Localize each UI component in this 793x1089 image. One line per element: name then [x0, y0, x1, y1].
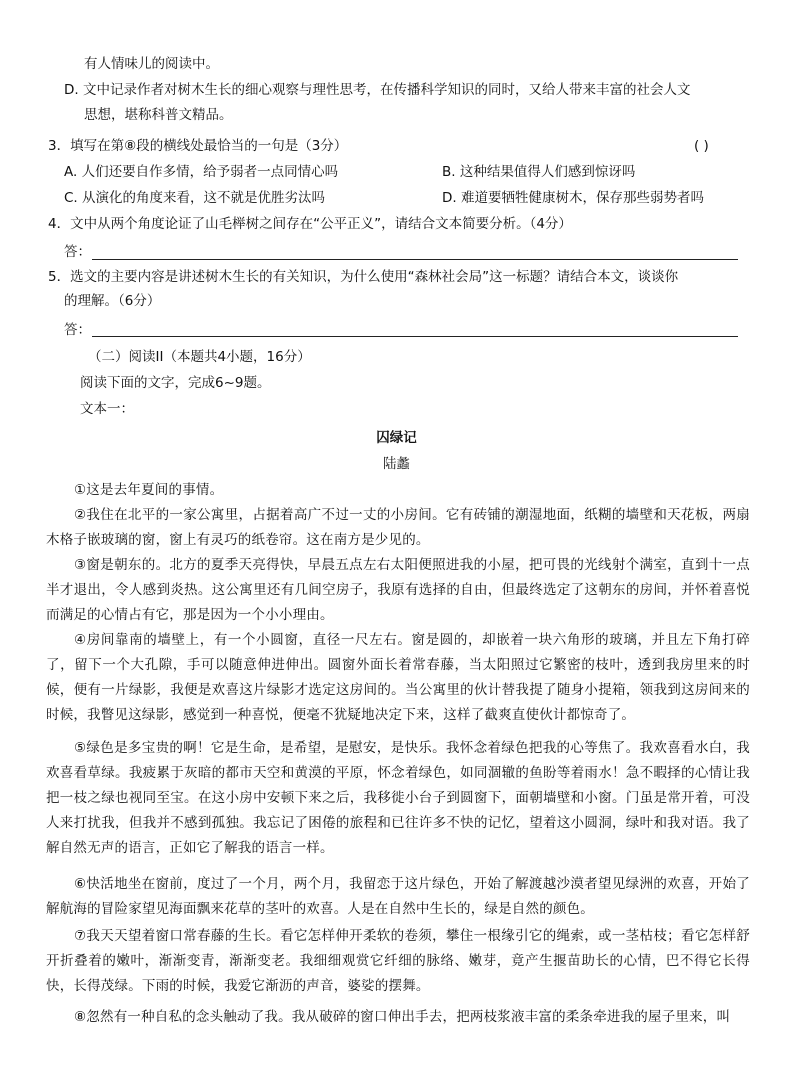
article-author: 陆蠡 [383, 456, 410, 472]
q5-answer-line[interactable] [92, 336, 738, 337]
q2-option-d: D. 文中记录作者对树木生长的细心观察与理性思考，在传播科学知识的同时，又给人带来丰富的社会人文 [64, 82, 691, 98]
section-heading: （二）阅读II（本题共4小题，16分） [88, 349, 311, 365]
paragraph-2 [46, 503, 750, 553]
q5-stem-cont: 的理解。（6分） [64, 293, 161, 309]
paragraph-8 [46, 1005, 750, 1029]
q3-option-a: A. 人们还要自作多情，给予弱者一点同情心吗 [64, 164, 339, 180]
paragraph-7 [46, 924, 750, 999]
section-instruction: 阅读下面的文字，完成6~9题。 [80, 375, 271, 391]
text-label: 文本一： [80, 401, 134, 417]
paragraph-5 [46, 736, 750, 861]
q2-option-d-cont: 思想，堪称科普文精品。 [84, 107, 233, 123]
paragraph-6 [46, 872, 750, 922]
paragraph-3 [46, 553, 750, 628]
q3-option-d: D. 难道要牺牲健康树木，保存那些弱势者吗 [442, 190, 704, 206]
q4-stem: 4．文中从两个角度论证了山毛榉树之间存在“公平正义”，请结合文本简要分析。（4分） [48, 216, 572, 232]
q5-answer-label: 答： [64, 322, 91, 338]
paragraph-1 [46, 478, 750, 503]
q4-answer-label: 答： [64, 244, 91, 260]
q4-answer-line[interactable] [92, 259, 738, 260]
q5-stem: 5．选文的主要内容是讲述树木生长的有关知识，为什么使用“森林社会局”这一标题？请结合本文，谈谈你 [48, 269, 679, 285]
q3-option-b: B. 这种结果值得人们感到惊讶吗 [442, 164, 636, 180]
paragraph-5-text: ⑤绿色是多宝贵的啊！它是生命，是希望，是慰安，是快乐。我怀念着绿色把我的心等焦了。我欢喜看水白，我欢喜看草绿。我疲累于灰暗的都市天空和黄漠的平原，怀念着绿色，如同涸辙的鱼盼等着雨水！急不暇择的心情让我把一枝之绿也视同至宝。在这小房中安顿下来之后，我移徙小台子到圆窗下，面朝墙壁和小窗。门虽是常开着，可没人来打扰我，但我并不感到孤独。我忘记了困倦的旅程和已往许多不快的记忆，望着这小圆洞，绿叶和我对语。我了解自然无声的语言，正如它了解我的语言一样。 [46, 740, 750, 856]
paragraph-7-text: ⑦我天天望着窗口常春藤的生长。看它怎样伸开柔软的卷须，攀住一根缘引它的绳索，或一茎枯枝；看它怎样舒开折叠着的嫩叶，渐渐变青，渐渐变老。我细细观赏它纤细的脉络、嫩芽，竟产生揠苗助长的心情，巴不得它长得快，长得茂绿。下雨的时候，我爱它渐沥的声音，婆娑的摆舞。 [46, 928, 750, 994]
paragraph-1-text: ①这是去年夏间的事情。 [74, 482, 224, 498]
paragraph-6-text: ⑥快活地坐在窗前，度过了一个月，两个月，我留恋于这片绿色，开始了解渡越沙漠者望见绿洲的欢喜，开始了解航海的冒险家望见海面飘来花草的茎叶的欢喜。人是在自然中生长的，绿是自然的颜色。 [46, 876, 750, 917]
paragraph-8-text: ⑧忽然有一种自私的念头触动了我。我从破碎的窗口伸出手去，把两枝浆液丰富的柔条牵进我的屋子里来，叫 [74, 1009, 731, 1025]
q3-option-c: C. 从演化的角度来看，这不就是优胜劣汰吗 [64, 190, 326, 206]
q3-answer-bracket: ( ) [694, 138, 709, 154]
q2-option-c-tail: 有人情味儿的阅读中。 [84, 56, 219, 72]
q3-stem: 3．填写在第⑧段的横线处最恰当的一句是（3分） [48, 138, 348, 154]
article-title: 囚绿记 [376, 430, 417, 446]
paragraph-3-text: ③窗是朝东的。北方的夏季天亮得快，早晨五点左右太阳便照进我的小屋，把可畏的光线射个满室，直到十一点半才退出，令人感到炎热。这公寓里还有几间空房子，我原有选择的自由，但最终选定了这朝东的房间，并怀着喜悦而满足的心情占有它，那是因为一个小小理由。 [46, 557, 750, 623]
paragraph-4-text: ④房间靠南的墙壁上，有一个小圆窗，直径一尺左右。窗是圆的，却嵌着一块六角形的玻璃，并且左下角打碎了，留下一个大孔隙，手可以随意伸进伸出。圆窗外面长着常春藤，当太阳照过它繁密的枝叶，透到我房里来的时候，便有一片绿影，我便是欢喜这片绿影才选定这房间的。当公寓里的伙计替我提了随身小提箱，领我到这房间来的时候，我瞥见这绿影，感觉到一种喜悦，便毫不犹疑地决定下来，这样了截爽直使伙计都惊奇了。 [46, 632, 750, 723]
paragraph-4 [46, 628, 750, 728]
paragraph-2-text: ②我住在北平的一家公寓里，占据着高广不过一丈的小房间。它有砖铺的潮湿地面，纸糊的墙壁和天花板，两扇木格子嵌玻璃的窗，窗上有灵巧的纸卷帘。这在南方是少见的。 [46, 507, 750, 548]
